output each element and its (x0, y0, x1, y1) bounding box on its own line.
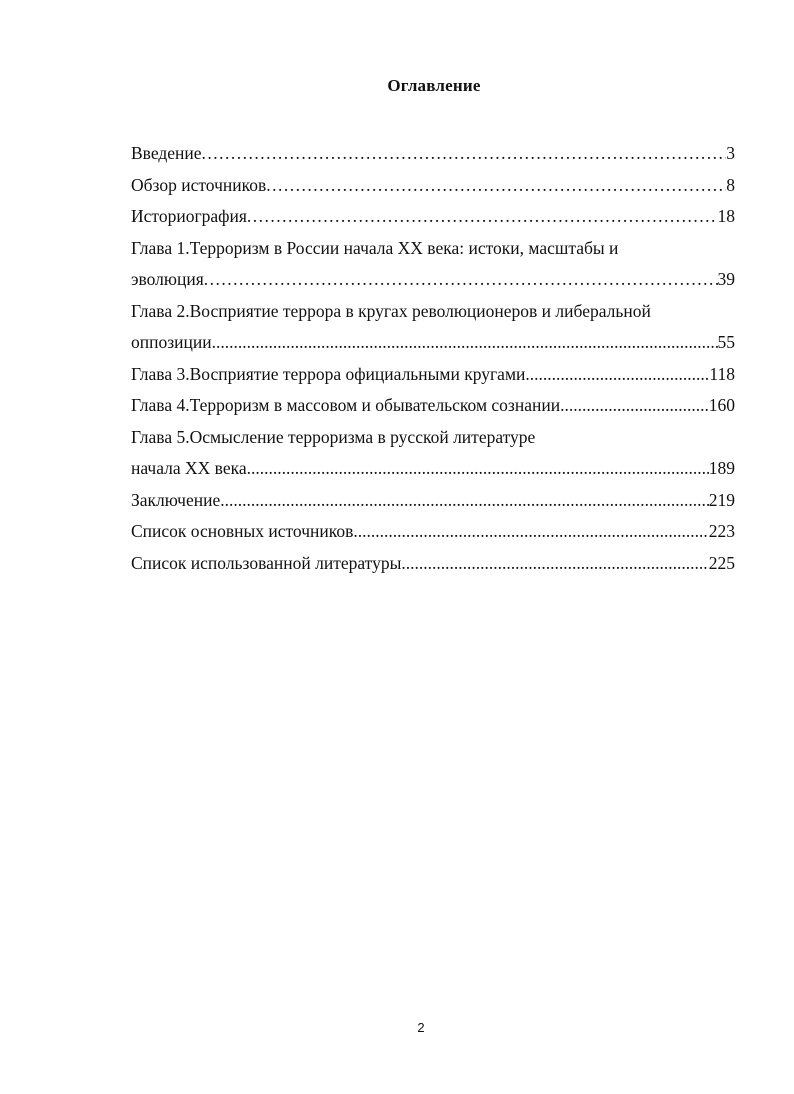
toc-leader-dots (353, 516, 708, 548)
table-of-contents (131, 138, 735, 579)
toc-page-number: 160 (708, 395, 735, 415)
toc-page-number: 8 (726, 174, 735, 195)
toc-entry-chapter-4[interactable] (131, 390, 735, 422)
toc-entry-chapter-2-title[interactable]: Глава 2.Восприятие террора в кругах революционеров и либеральной (131, 300, 651, 321)
toc-entry-main-sources[interactable] (131, 516, 735, 548)
toc-entry-text: начала XX века (131, 458, 247, 478)
toc-page-number: 225 (708, 552, 735, 573)
toc-entry-text: эволюция (131, 269, 204, 289)
toc-entry-text: Список основных источников (131, 521, 354, 541)
toc-entry-chapter-5-title[interactable]: Глава 5.Осмысление терроризма в русской литературе (131, 426, 536, 447)
toc-leader-dots (202, 138, 727, 170)
toc-entry-sources-review[interactable] (131, 170, 735, 202)
toc-page-number: 219 (708, 489, 735, 510)
toc-entry-chapter-2[interactable] (131, 327, 735, 359)
toc-leader-dots (560, 390, 709, 422)
toc-leader-dots (204, 264, 718, 296)
toc-leader-dots (212, 327, 718, 359)
toc-page-number: 18 (717, 206, 735, 226)
toc-page-number: 223 (708, 521, 735, 541)
toc-entry-introduction[interactable] (131, 138, 735, 170)
toc-page-number: 118 (709, 363, 735, 384)
toc-entry-chapter-3[interactable] (131, 359, 735, 391)
toc-entry-text: Глава 4.Терроризм в массовом и обывательском сознании (131, 395, 561, 415)
toc-entry-text: Список использованной литературы (131, 552, 402, 573)
page-number: 2 (417, 1020, 425, 1035)
toc-entry-historiography[interactable] (131, 201, 735, 233)
toc-leader-dots (220, 485, 709, 517)
toc-leader-dots (525, 359, 709, 391)
toc-entry-text: Заключение (131, 489, 221, 510)
toc-page-number: 3 (726, 143, 735, 163)
toc-entry-text: Введение (131, 143, 202, 163)
page-title: Оглавление (387, 76, 481, 95)
toc-entry-chapter-1-title[interactable]: Глава 1.Терроризм в России начала XX века: истоки, масштабы и (131, 237, 619, 258)
toc-entry-text: оппозиции (131, 332, 212, 352)
toc-page-number: 189 (708, 458, 735, 478)
toc-entry-conclusion[interactable] (131, 485, 735, 517)
toc-entry-text: Обзор источников (131, 174, 267, 195)
toc-leader-dots (247, 453, 709, 485)
toc-entry-bibliography[interactable] (131, 548, 735, 580)
toc-page-number: 55 (717, 332, 735, 352)
toc-entry-text: Историография (131, 206, 247, 226)
toc-entry-text: Глава 3.Восприятие террора официальными кругами (131, 363, 526, 384)
toc-entry-chapter-5[interactable] (131, 453, 735, 485)
toc-leader-dots (247, 201, 718, 233)
toc-page-number: 39 (717, 269, 735, 289)
toc-leader-dots (266, 170, 726, 202)
toc-leader-dots (401, 548, 708, 580)
toc-entry-chapter-1[interactable] (131, 264, 735, 296)
